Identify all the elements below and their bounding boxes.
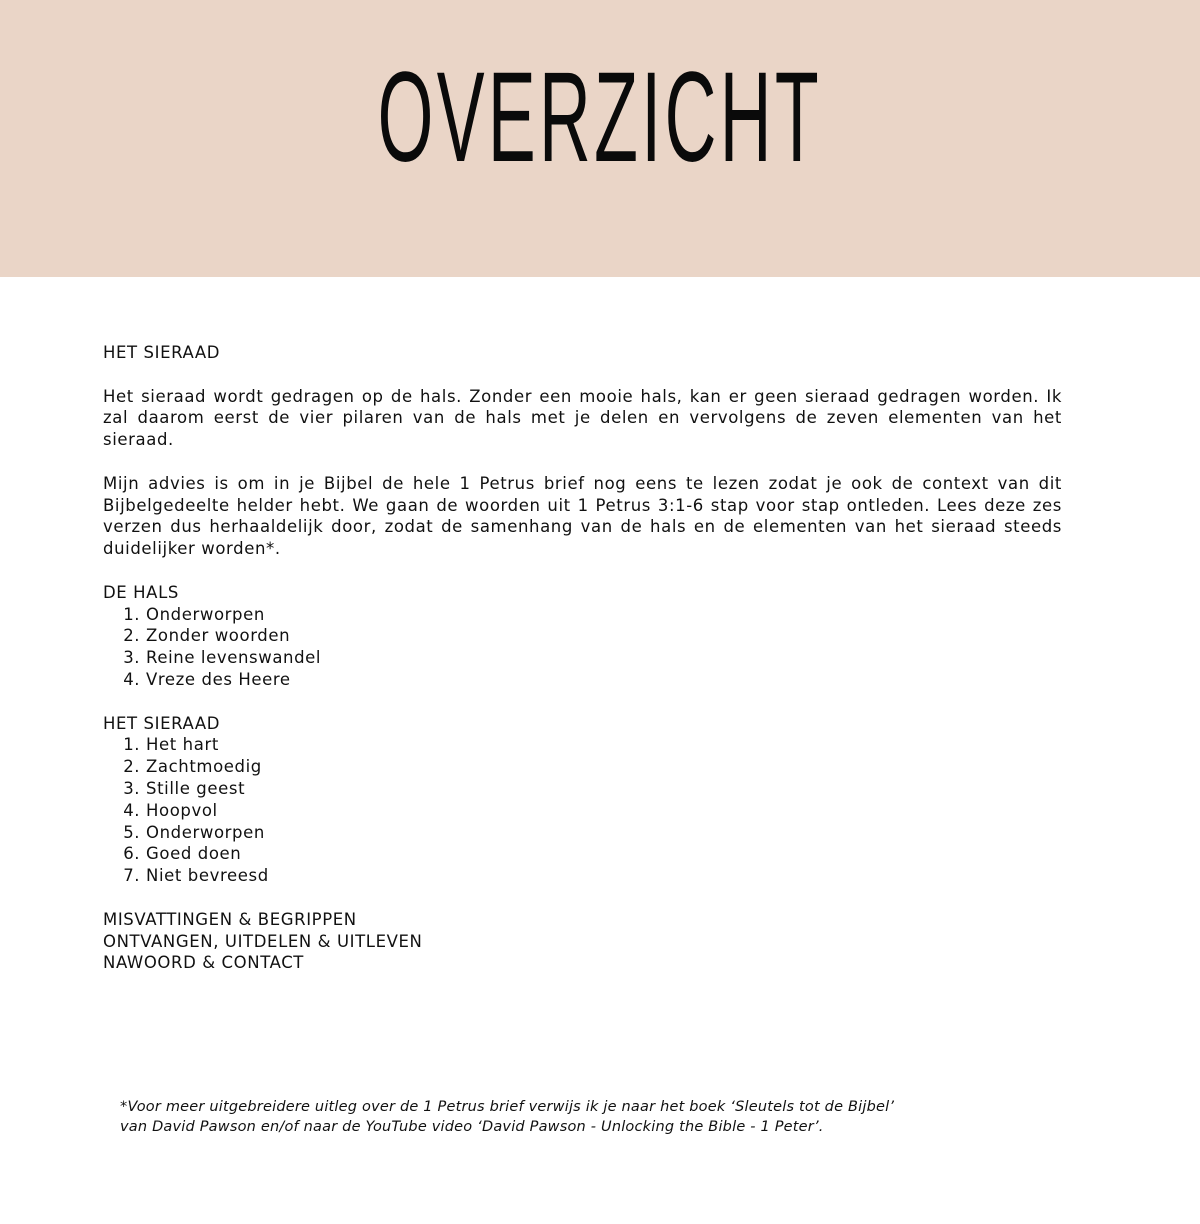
overview-content [103, 342, 1062, 974]
sieraad-heading: HET SIERAAD [103, 713, 221, 733]
header-banner [0, 0, 1200, 277]
section-misvattingen: MISVATTINGEN & BEGRIPPEN [103, 909, 357, 929]
footnote-line: *Voor meer uitgebreidere uitleg over de 1 Petrus brief verwijs ik je naar het boek ‘Sleutels tot de Bijbel’ [120, 1099, 895, 1115]
footnote-line: van David Pawson en/of naar de YouTube video ‘David Pawson - Unlocking the Bible - 1 Peter’. [120, 1119, 824, 1135]
sieraad-list [103, 734, 1062, 887]
hals-list [103, 604, 1062, 691]
intro-heading: HET SIERAAD [103, 343, 221, 362]
footnote [120, 1097, 1080, 1137]
list-item: 1. Het hart [146, 734, 1062, 756]
section-nawoord: NAWOORD & CONTACT [103, 953, 304, 973]
list-item: 4. Hoopvol [146, 800, 1062, 822]
list-item: 3. Stille geest [146, 778, 1062, 800]
section-ontvangen: ONTVANGEN, UITDELEN & UITLEVEN [103, 931, 423, 951]
list-item: 6. Goed doen [146, 843, 1062, 865]
list-item: 4. Vreze des Heere [146, 669, 1062, 691]
list-item: 7. Niet bevreesd [146, 865, 1062, 887]
advice-paragraph: Mijn advies is om in je Bijbel de hele 1 Petrus brief nog eens te lezen zodat je ook de context van dit Bijbelgedeelte helder hebt. We gaan de woorden uit 1 Petrus 3:1-6 stap voor stap ontleden. Lees deze zes verzen dus herhaaldelijk door, zodat de samenhang van de hals en de elementen van het sieraad steeds duidelijker worden*. [103, 473, 1062, 559]
list-item: 2. Zachtmoedig [146, 756, 1062, 778]
intro-paragraph: Het sieraad wordt gedragen op de hals. Zonder een mooie hals, kan er geen sieraad gedragen worden. Ik zal daarom eerst de vier pilaren van de hals met je delen en vervolgens de zeven elementen van het sieraad. [103, 386, 1062, 450]
list-item: 5. Onderworpen [146, 822, 1062, 844]
hals-heading: DE HALS [103, 582, 179, 602]
list-item: 3. Reine levenswandel [146, 647, 1062, 669]
list-item: 2. Zonder woorden [146, 625, 1062, 647]
list-item: 1. Onderworpen [146, 604, 1062, 626]
page-title: OVERZICHT [377, 46, 823, 189]
